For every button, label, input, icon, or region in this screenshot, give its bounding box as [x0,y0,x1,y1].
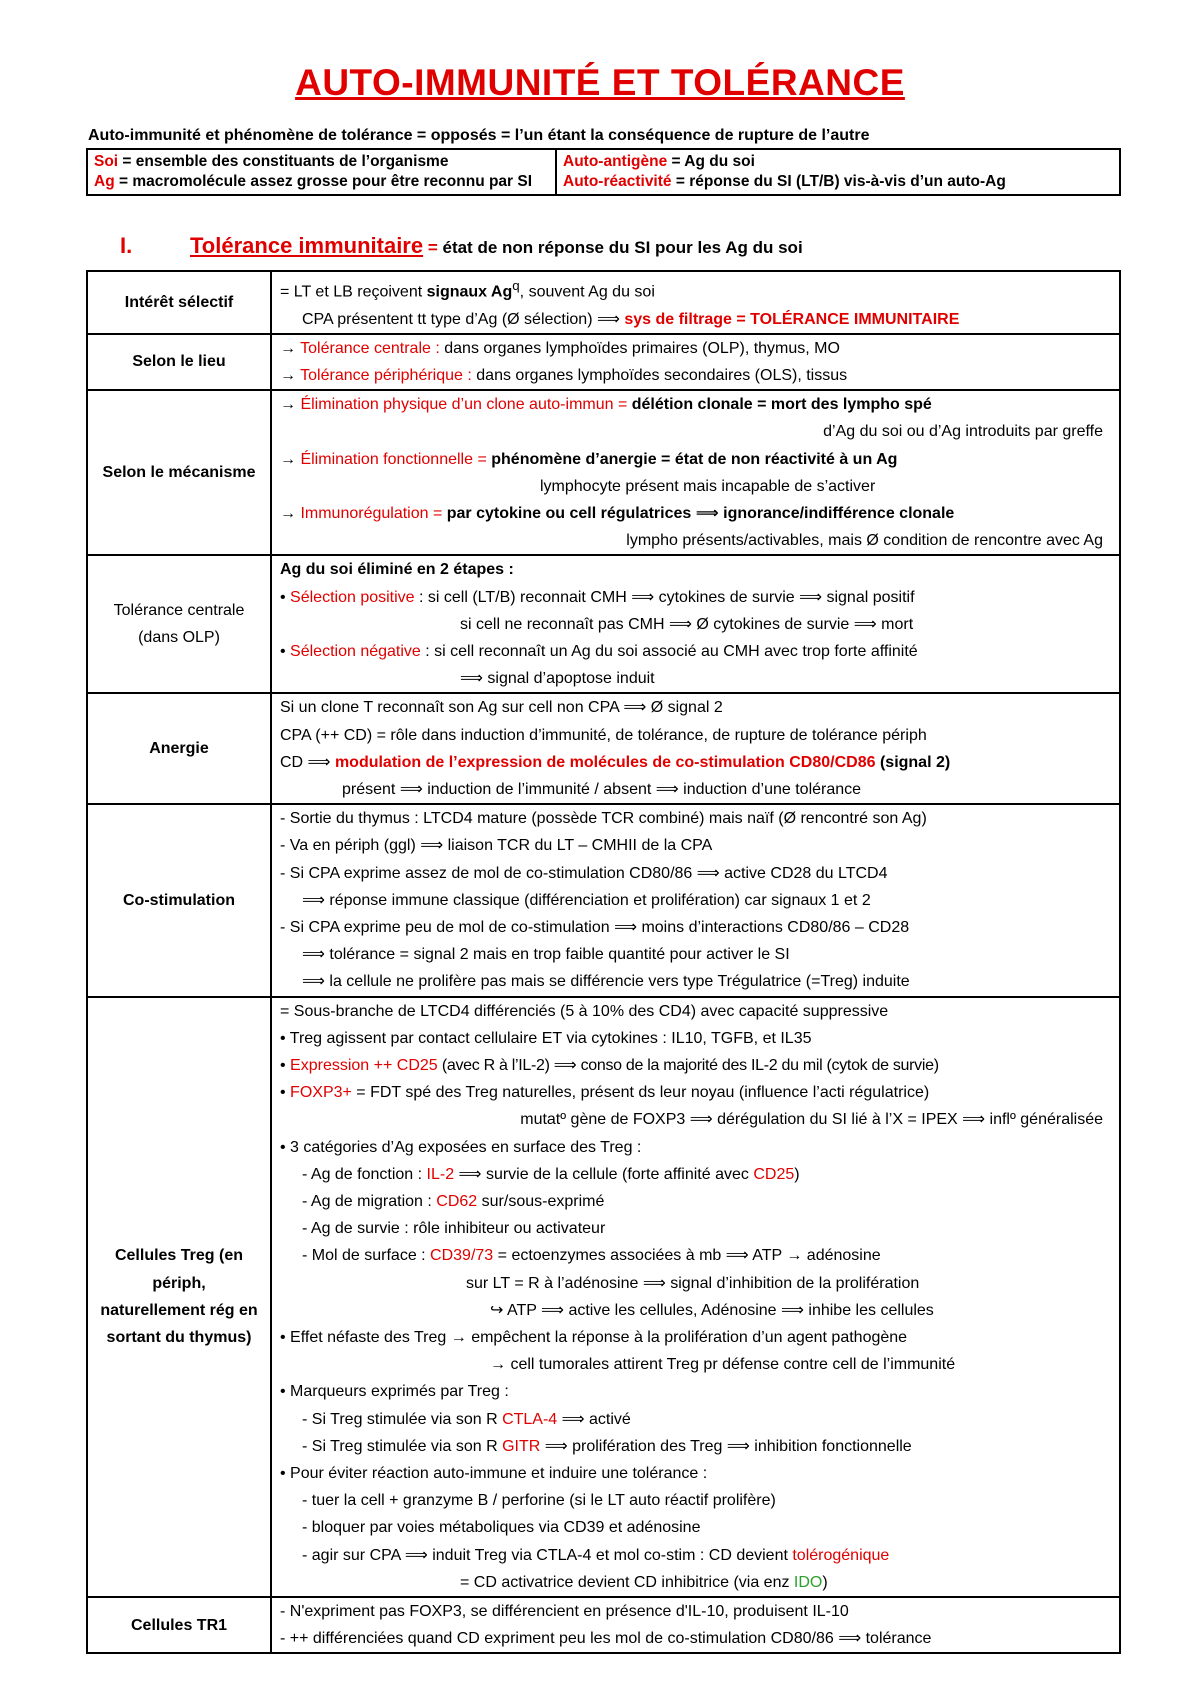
tolerance-table [86,270,1121,1654]
row-content: Si un clone T reconnaît son Ag sur cell non CPA ⟹ Ø signal 2 CPA (++ CD) = rôle dans induction d’immunité, de tolérance, de rupture de tolérance périph CD ⟹ modulation de l’expression de molécules de co-stimulation CD80/CD86 (signal 2) présent ⟹ induction de l’immunité / absent ⟹ induction d’une tolérance [271,693,1120,804]
section-topic: Tolérance immunitaire [190,233,424,258]
row-content: → Tolérance centrale : dans organes lymphoïdes primaires (OLP), thymus, MO → Tolérance périphérique : dans organes lymphoïdes secondaires (OLS), tissus [271,334,1120,390]
row-label: Selon le mécanisme [87,390,271,555]
row-label: Cellules Treg (en périph, naturellement rég en sortant du thymus) [87,997,271,1597]
definitions-left-cell [87,149,556,195]
row-label: Tolérance centrale (dans OLP) [87,555,271,693]
table-row [87,334,1120,390]
section-heading: I. Tolérance immunitaire = état de non réponse du SI pour les Ag du soi [120,233,803,258]
table-row [87,804,1120,996]
table-row [87,271,1120,334]
table-row [87,390,1120,555]
definition-ag: Ag = macromolécule assez grosse pour être reconnu par SI [94,173,533,190]
row-label: Intérêt sélectif [87,271,271,334]
table-row [87,997,1120,1597]
definitions-table [86,148,1121,196]
section-number: I. [120,233,133,258]
definition-auto-antigene: Auto-antigène = Ag du soi [563,153,755,170]
table-row [87,555,1120,693]
row-label: Co-stimulation [87,804,271,996]
row-label: Selon le lieu [87,334,271,390]
table-row [87,693,1120,804]
table-row [87,1597,1120,1653]
row-content: Ag du soi éliminé en 2 étapes : • Sélection positive : si cell (LT/B) reconnait CMH ⟹ cytokines de survie ⟹ signal positif si cell ne reconnaît pas CMH ⟹ Ø cytokines de survie ⟹ mort • Sélection négative : si cell reconnaît un Ag du soi associé au CMH avec trop forte affinité ⟹ signal d’apoptose induit [271,555,1120,693]
row-content: - Sortie du thymus : LTCD4 mature (possède TCR combiné) mais naïf (Ø rencontré son Ag) - Va en périph (ggl) ⟹ liaison TCR du LT – CMHII de la CPA - Si CPA exprime assez de mol de co-stimulation CD80/86 ⟹ active CD28 du LTCD4 ⟹ réponse immune classique (différenciation et prolifération) car signaux 1 et 2 - Si CPA exprime peu de mol de co-stimulation ⟹ moins d’interactions CD80/86 – CD28 ⟹ tolérance = signal 2 mais en trop faible quantité pour activer le SI ⟹ la cellule ne prolifère pas mais se différencie vers type Trégulatrice (=Treg) induite [271,804,1120,996]
intro-line: Auto-immunité et phénomène de tolérance = opposés = l’un étant la conséquence de rupture de l’autre [88,127,870,144]
definitions-right-cell [556,149,1120,195]
row-content: = Sous-branche de LTCD4 différenciés (5 à 10% des CD4) avec capacité suppressive • Treg agissent par contact cellulaire ET via cytokines : IL10, TGFB, et IL35 • Expression ++ CD25 (avec R à l’IL-2) ⟹ conso de la majorité des IL-2 du mil (cytok de survie) • FOXP3+ = FDT spé des Treg naturelles, présent ds leur noyau (influence l’acti régulatrice) mutatº gène de FOXP3 ⟹ dérégulation du SI lié à l’X = IPEX ⟹ inflº généralisée • 3 catégories d’Ag exposées en surface des Treg : - Ag de fonction : IL-2 ⟹ survie de la cellule (forte affinité avec CD25) - Ag de migration : CD62 sur/sous-exprimé - Ag de survie : rôle inhibiteur ou activateur - Mol de surface : CD39/73 = ectoenzymes associées à mb ⟹ ATP → adénosine sur LT = R à l’adénosine ⟹ signal d’inhibition de la prolifération ↪ ATP ⟹ active les cellules, Adénosine ⟹ inhibe les cellules • Effet néfaste des Treg → empêchent la réponse à la prolifération d’un agent pathogène → cell tumorales attirent Treg pr défense contre cell de l’immunité • Marqueurs exprimés par Treg : - Si Treg stimulée via son R CTLA-4 ⟹ activé - Si Treg stimulée via son R GITR ⟹ prolifération des Treg ⟹ inhibition fonctionnelle • Pour éviter réaction auto-immune et induire une tolérance : - tuer la cell + granzyme B / perforine (si le LT auto réactif prolifère) - bloquer par voies métaboliques via CD39 et adénosine - agir sur CPA ⟹ induit Treg via CTLA-4 et mol co-stim : CD devient tolérogénique = CD activatrice devient CD inhibitrice (via enz IDO) [271,997,1120,1597]
row-content: - N'expriment pas FOXP3, se différencient en présence d'IL-10, produisent IL-10 - ++ différenciées quand CD expriment peu les mol de co-stimulation CD80/86 ⟹ tolérance [271,1597,1120,1653]
document-title: AUTO-IMMUNITÉ ET TOLÉRANCE [295,62,905,103]
row-label: Anergie [87,693,271,804]
row-content: = LT et LB reçoivent signaux Ag$^q$, souvent Ag du soi CPA présentent tt type d’Ag (Ø sélection) ⟹ sys de filtrage = TOLÉRANCE IMMUNITAIRE [271,271,1120,334]
row-label: Cellules TR1 [87,1597,271,1653]
definition-soi: Soi = ensemble des constituants de l’organisme [94,153,449,170]
definition-auto-reactivite: Auto-réactivité = réponse du SI (LT/B) vis-à-vis d’un auto-Ag [563,173,1006,190]
row-content: → Élimination physique d’un clone auto-immun = délétion clonale = mort des lympho spé d’Ag du soi ou d’Ag introduits par greffe → Élimination fonctionnelle = phénomène d’anergie = état de non réactivité à un Ag lymphocyte présent mais incapable de s’activer → Immunorégulation = par cytokine ou cell régulatrices ⟹ ignorance/indifférence clonale lympho présents/activables, mais Ø condition de rencontre avec Ag [271,390,1120,555]
